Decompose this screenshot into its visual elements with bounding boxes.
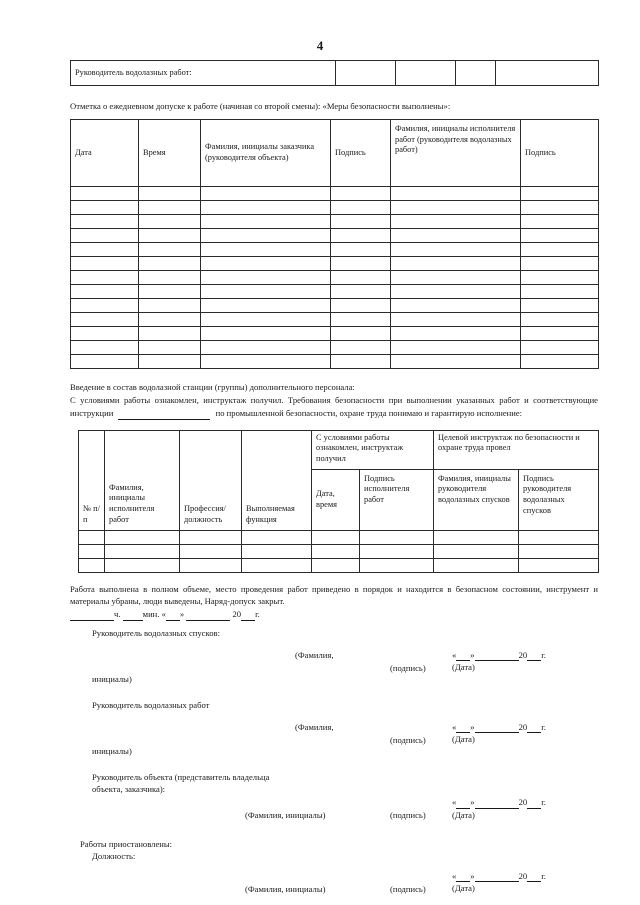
quote-open: « (452, 650, 457, 661)
table-cell-blank[interactable] (79, 558, 105, 572)
suspended-works-block (70, 838, 598, 895)
hours-label: ч. (114, 609, 121, 620)
table-cell-blank[interactable] (201, 312, 331, 326)
month-blank-field[interactable] (475, 651, 519, 661)
suspended-date-line (452, 870, 592, 882)
minutes-blank-field[interactable] (123, 611, 143, 621)
table-cell-blank[interactable] (105, 558, 180, 572)
col-header-executor-fio: Фамилия, инициалы исполнителя работ (руководителя водолазных работ) (391, 119, 521, 186)
table-cell-blank[interactable] (139, 270, 201, 284)
table-row (71, 256, 599, 270)
table-cell-blank[interactable] (242, 558, 312, 572)
signature-fio-label-2: инициалы) (92, 674, 132, 685)
quote-open: « (452, 722, 457, 733)
supervisor-blank-cell-3[interactable] (456, 61, 496, 86)
supervisor-label-cell: Руководитель водолазных работ: (71, 61, 336, 86)
table-cell-blank[interactable] (391, 270, 521, 284)
table-cell-blank[interactable] (201, 228, 331, 242)
signature-title-2: объекта, заказчика): (92, 784, 166, 795)
table-cell-blank[interactable] (139, 284, 201, 298)
signature-date-line (452, 721, 592, 733)
daily-admission-body (71, 186, 599, 368)
year-suffix: г. (541, 870, 546, 881)
table-cell-blank[interactable] (391, 298, 521, 312)
table-cell-blank[interactable] (71, 200, 139, 214)
quote-close: » (470, 797, 475, 808)
group-header-briefing: Целевой инструктаж по безопасности и охране труда провел (434, 430, 599, 469)
col-header-executor-fio: Фамилия, инициалы исполнителя работ (105, 430, 180, 530)
day-blank-field[interactable] (166, 611, 180, 621)
year-prefix: 20 (232, 609, 242, 620)
table-cell-blank[interactable] (391, 256, 521, 270)
table-cell-blank[interactable] (391, 228, 521, 242)
table-cell-blank[interactable] (180, 558, 242, 572)
table-cell-blank[interactable] (521, 270, 599, 284)
col-header-time: Время (139, 119, 201, 186)
table-cell-blank[interactable] (242, 530, 312, 544)
year-blank-field[interactable] (527, 799, 541, 809)
table-cell-blank[interactable] (201, 270, 331, 284)
instruction-blank-field[interactable] (118, 410, 210, 420)
table-row (71, 284, 599, 298)
table-cell-blank[interactable] (331, 214, 391, 228)
col-header-number: № п/п (79, 430, 105, 530)
suspended-title: Работы приостановлены: (80, 838, 173, 849)
table-cell-blank[interactable] (71, 284, 139, 298)
signature-fio-label-2: инициалы) (92, 746, 132, 757)
table-cell-blank[interactable] (331, 242, 391, 256)
table-cell-blank[interactable] (331, 298, 391, 312)
signature-title: Руководитель водолазных работ (92, 700, 210, 711)
signature-title: Руководитель водолазных спусков: (92, 628, 220, 639)
table-cell-blank[interactable] (139, 298, 201, 312)
table-cell-blank[interactable] (521, 214, 599, 228)
table-cell-blank[interactable] (312, 544, 360, 558)
signature-date-group (452, 796, 592, 820)
page-number: 4 (316, 38, 324, 53)
col-header-customer-fio: Фамилия, инициалы заказчика (руководителя объекта) (201, 119, 331, 186)
table-cell-blank[interactable] (331, 228, 391, 242)
table-cell-blank[interactable] (139, 326, 201, 340)
signature-date-group (452, 721, 592, 745)
signature-date-caption: (Дата) (452, 662, 475, 673)
table-row (71, 61, 599, 86)
table-cell-blank[interactable] (521, 200, 599, 214)
table-cell-blank[interactable] (312, 558, 360, 572)
minutes-label: мин. (142, 609, 160, 620)
signature-fio-label: (Фамилия, (295, 650, 334, 661)
month-blank-field[interactable] (475, 799, 519, 809)
table-cell-blank[interactable] (71, 298, 139, 312)
table-cell-blank[interactable] (139, 340, 201, 354)
spacer (70, 420, 598, 430)
quote-close: » (470, 722, 475, 733)
table-row (71, 312, 599, 326)
table-cell-blank[interactable] (331, 340, 391, 354)
table-cell-blank[interactable] (434, 530, 519, 544)
table-cell-blank[interactable] (242, 544, 312, 558)
table-cell-blank[interactable] (519, 558, 599, 572)
table-cell-blank[interactable] (521, 186, 599, 200)
day-blank-field[interactable] (456, 799, 470, 809)
table-cell-blank[interactable] (519, 544, 599, 558)
table-row (71, 200, 599, 214)
table-row (79, 558, 599, 572)
table-cell-blank[interactable] (521, 354, 599, 368)
table-cell-blank[interactable] (201, 186, 331, 200)
table-header-row (71, 119, 599, 186)
table-row (71, 270, 599, 284)
table-cell-blank[interactable] (139, 354, 201, 368)
document-content (70, 60, 598, 895)
table-group-header-row (79, 430, 599, 469)
quote-open: « (161, 609, 166, 620)
table-row (71, 326, 599, 340)
col-header-profession: Профессия/ должность (180, 430, 242, 530)
col-header-date-time: Дата, время (312, 469, 360, 530)
day-blank-field[interactable] (456, 872, 470, 882)
table-cell-blank[interactable] (71, 228, 139, 242)
table-cell-blank[interactable] (71, 312, 139, 326)
statement-part-1: С условиями работы ознакомлен, инструктаж получил. Требования безопасности при выполнении указанных работ и соответствующие инструкции (70, 394, 598, 418)
closing-time-line (70, 608, 598, 621)
signature-date-group (452, 649, 592, 673)
additional-personnel-statement (70, 394, 598, 420)
table-cell-blank[interactable] (201, 326, 331, 340)
signature-fio-label: (Фамилия, (295, 722, 334, 733)
table-cell-blank[interactable] (391, 200, 521, 214)
table-cell-blank[interactable] (71, 242, 139, 256)
signature-block-dive-works-supervisor (70, 699, 598, 757)
day-blank-field[interactable] (456, 723, 470, 733)
year-blank-field[interactable] (527, 651, 541, 661)
additional-personnel-table (78, 430, 599, 573)
year-blank-field[interactable] (527, 872, 541, 882)
table-cell-blank[interactable] (71, 214, 139, 228)
table-cell-blank[interactable] (331, 284, 391, 298)
table-cell-blank[interactable] (521, 228, 599, 242)
group-header-familiarized: С условиями работы ознакомлен, инструктаж получил (312, 430, 434, 469)
col-header-supervisor-fio: Фамилия, инициалы руководителя водолазных спусков (434, 469, 519, 530)
table-row (71, 340, 599, 354)
hours-blank-field[interactable] (70, 611, 114, 621)
table-row (71, 242, 599, 256)
table-cell-blank[interactable] (391, 326, 521, 340)
supervisor-header-table (70, 60, 599, 86)
table-cell-blank[interactable] (201, 298, 331, 312)
signature-sign-label: (подпись) (390, 663, 426, 674)
table-cell-blank[interactable] (521, 298, 599, 312)
year-suffix: г. (541, 650, 546, 661)
quote-open: « (452, 797, 457, 808)
table-row (79, 544, 599, 558)
table-cell-blank[interactable] (521, 312, 599, 326)
year-prefix: 20 (518, 870, 528, 881)
spacer (70, 86, 598, 100)
table-cell-blank[interactable] (331, 256, 391, 270)
suspended-position-label: Должность: (92, 850, 136, 861)
signature-block-object-supervisor (70, 771, 598, 821)
quote-close: » (470, 870, 475, 881)
year-suffix: г. (541, 797, 546, 808)
table-cell-blank[interactable] (139, 228, 201, 242)
table-cell-blank[interactable] (201, 354, 331, 368)
year-suffix: г. (255, 609, 260, 620)
col-header-function: Выполняемая функция (242, 430, 312, 530)
statement-part-2: по промышленной безопасности, охране труда понимаю и гарантирую исполнение: (215, 407, 523, 418)
table-cell-blank[interactable] (521, 340, 599, 354)
table-row (71, 214, 599, 228)
month-blank-field[interactable] (475, 723, 519, 733)
table-cell-blank[interactable] (391, 354, 521, 368)
suspended-date-group (452, 870, 592, 894)
table-cell-blank[interactable] (180, 544, 242, 558)
table-cell-blank[interactable] (331, 270, 391, 284)
table-cell-blank[interactable] (201, 200, 331, 214)
table-row (71, 298, 599, 312)
table-cell-blank[interactable] (139, 256, 201, 270)
table-cell-blank[interactable] (201, 214, 331, 228)
table-cell-blank[interactable] (331, 186, 391, 200)
table-cell-blank[interactable] (139, 312, 201, 326)
table-cell-blank[interactable] (105, 530, 180, 544)
table-row (71, 228, 599, 242)
closing-paragraph: Работа выполнена в полном объеме, место проведения работ приведено в порядок и находится в безопасном состоянии, инструмент и материалы убраны, люди выведены, Наряд-допуск закрыт. (70, 583, 598, 607)
spacer (70, 369, 598, 381)
signature-sign-label: (подпись) (390, 810, 426, 821)
table-cell-blank[interactable] (71, 326, 139, 340)
table-cell-blank[interactable] (201, 242, 331, 256)
year-blank-field[interactable] (527, 723, 541, 733)
table-row (79, 530, 599, 544)
table-cell-blank[interactable] (391, 242, 521, 256)
quote-close: » (470, 650, 475, 661)
table-cell-blank[interactable] (391, 284, 521, 298)
signature-sign-label: (подпись) (390, 735, 426, 746)
table-cell-blank[interactable] (71, 354, 139, 368)
table-cell-blank[interactable] (331, 312, 391, 326)
table-cell-blank[interactable] (331, 200, 391, 214)
supervisor-blank-cell-1[interactable] (336, 61, 396, 86)
year-prefix: 20 (518, 722, 528, 733)
table-cell-blank[interactable] (521, 256, 599, 270)
additional-personnel-body (79, 530, 599, 572)
table-cell-blank[interactable] (519, 530, 599, 544)
table-row (71, 354, 599, 368)
year-blank-field[interactable] (241, 611, 255, 621)
supervisor-blank-cell-4[interactable] (496, 61, 599, 86)
col-header-signature-1: Подпись (331, 119, 391, 186)
table-cell-blank[interactable] (360, 558, 434, 572)
table-cell-blank[interactable] (139, 200, 201, 214)
year-suffix: г. (541, 722, 546, 733)
table-cell-blank[interactable] (79, 530, 105, 544)
signature-fio-label: (Фамилия, инициалы) (245, 810, 326, 821)
suspended-fio-label: (Фамилия, инициалы) (245, 883, 326, 894)
table-cell-blank[interactable] (434, 544, 519, 558)
table-cell-blank[interactable] (201, 284, 331, 298)
table-cell-blank[interactable] (521, 284, 599, 298)
month-blank-field[interactable] (186, 611, 230, 621)
table-cell-blank[interactable] (391, 312, 521, 326)
signature-date-line (452, 649, 592, 661)
col-header-signature-2: Подпись (521, 119, 599, 186)
signature-block-dive-supervisor (70, 627, 598, 685)
supervisor-blank-cell-2[interactable] (396, 61, 456, 86)
table-cell-blank[interactable] (201, 256, 331, 270)
day-blank-field[interactable] (456, 651, 470, 661)
signature-title: Руководитель объекта (представитель владельца (92, 772, 270, 783)
col-header-date: Дата (71, 119, 139, 186)
table-cell-blank[interactable] (521, 326, 599, 340)
year-prefix: 20 (518, 797, 528, 808)
table-cell-blank[interactable] (331, 326, 391, 340)
col-header-sign-executor: Подпись исполнителя работ (360, 469, 434, 530)
suspended-date-caption: (Дата) (452, 882, 475, 893)
quote-open: « (452, 870, 457, 881)
signature-date-caption: (Дата) (452, 809, 475, 820)
daily-admission-table (70, 119, 599, 369)
table-cell-blank[interactable] (360, 544, 434, 558)
table-cell-blank[interactable] (71, 270, 139, 284)
table-cell-blank[interactable] (79, 544, 105, 558)
year-prefix: 20 (518, 650, 528, 661)
table-cell-blank[interactable] (139, 214, 201, 228)
table-row (71, 186, 599, 200)
spacer (70, 573, 598, 583)
table-cell-blank[interactable] (71, 186, 139, 200)
table-cell-blank[interactable] (434, 558, 519, 572)
table-cell-blank[interactable] (201, 340, 331, 354)
table-cell-blank[interactable] (391, 214, 521, 228)
table-cell-blank[interactable] (71, 340, 139, 354)
additional-personnel-caption: Введение в состав водолазной станции (группы) дополнительного персонала: (70, 381, 355, 392)
signature-date-caption: (Дата) (452, 734, 475, 745)
col-header-sign-supervisor: Подпись руководителя водолазных спусков (519, 469, 599, 530)
table-cell-blank[interactable] (521, 242, 599, 256)
table-cell-blank[interactable] (391, 340, 521, 354)
quote-close: » (179, 609, 185, 620)
table-cell-blank[interactable] (139, 242, 201, 256)
table-cell-blank[interactable] (391, 186, 521, 200)
table-cell-blank[interactable] (139, 186, 201, 200)
daily-admission-caption: Отметка о ежедневном допуске к работе (начиная со второй смены): «Меры безопасности выполнены»: (70, 101, 451, 111)
table-cell-blank[interactable] (331, 354, 391, 368)
table-cell-blank[interactable] (180, 530, 242, 544)
table-cell-blank[interactable] (360, 530, 434, 544)
signature-date-line (452, 796, 592, 808)
table-cell-blank[interactable] (71, 256, 139, 270)
suspended-sign-label: (подпись) (390, 883, 426, 894)
table-cell-blank[interactable] (105, 544, 180, 558)
table-cell-blank[interactable] (312, 530, 360, 544)
month-blank-field[interactable] (475, 872, 519, 882)
